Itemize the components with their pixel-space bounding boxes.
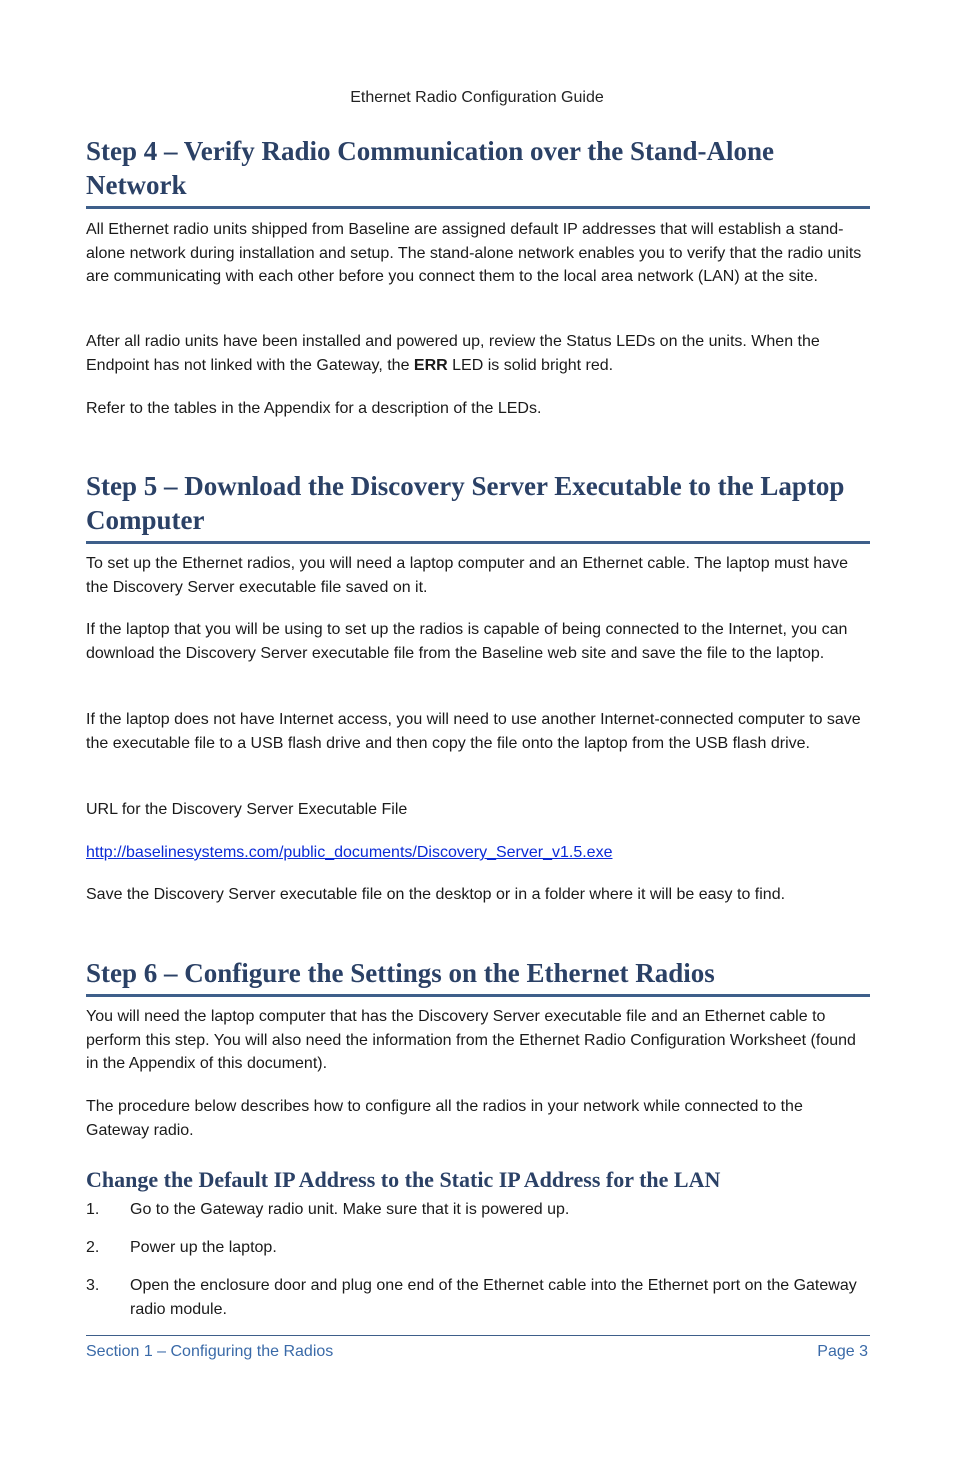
step4-heading: Step 4 – Verify Radio Communication over the Stand-Alone Network: [86, 134, 870, 209]
static-ip-subheading: Change the Default IP Address to the Static IP Address for the LAN: [86, 1167, 721, 1192]
list-item-number: 2.: [86, 1239, 100, 1256]
step4-p2-text-before: After all radio units have been installed and powered up, review the Status LEDs on the units. When the Endpoint has not linked with the Gateway, the: [86, 333, 820, 374]
footer-divider: [86, 1335, 870, 1336]
step5-paragraph-3: If the laptop does not have Internet access, you will need to use another Internet-connected computer to save the executable file to a USB flash drive and then copy the file onto the laptop from the USB flash drive.: [86, 711, 861, 752]
list-item-text: Go to the Gateway radio unit. Make sure that it is powered up.: [130, 1201, 570, 1218]
step6-p1-block: [86, 1005, 870, 1076]
step4-heading-block: [86, 134, 870, 209]
running-header: Ethernet Radio Configuration Guide: [350, 89, 604, 106]
step4-p2-block: [86, 330, 870, 377]
step6-heading-block: [86, 956, 870, 997]
step6-subheading-block: [86, 1166, 870, 1194]
step5-url-block: [86, 841, 870, 865]
step4-p1-block: [86, 218, 870, 289]
discovery-server-download-link[interactable]: http://baselinesystems.com/public_documents/Discovery_Server_v1.5.exe: [86, 844, 613, 861]
footer-section-title: Section 1 – Configuring the Radios: [86, 1343, 334, 1360]
step5-p2-block: [86, 618, 870, 665]
list-item-text: Power up the laptop.: [130, 1239, 277, 1256]
list-item-text: Open the enclosure door and plug one end of the Ethernet cable into the Ethernet port on the Gateway radio module.: [130, 1277, 857, 1318]
step4-p2-text-after: LED is solid bright red.: [447, 356, 614, 374]
footer-page-number: Page 3: [817, 1343, 868, 1360]
url-label: URL for the Discovery Server Executable File: [86, 801, 408, 818]
step6-paragraph-1: You will need the laptop computer that has the Discovery Server executable file and an Ethernet cable to perform this step. You will also need the information from the Ethernet Radio Configuration Worksheet (found in the Appendix of this document).: [86, 1008, 856, 1072]
step5-paragraph-4: Save the Discovery Server executable file on the desktop or in a folder where it will be easy to find.: [86, 886, 786, 903]
step5-paragraph-1: To set up the Ethernet radios, you will need a laptop computer and an Ethernet cable. The laptop must have the Discovery Server executable file saved on it.: [86, 555, 848, 596]
step5-url-label-block: [86, 798, 870, 822]
step6-p2-block: [86, 1095, 870, 1142]
step4-p3-block: [86, 397, 870, 421]
step4-paragraph-1: All Ethernet radio units shipped from Baseline are assigned default IP addresses that will establish a stand-alone network during installation and setup. The stand-alone network enables you to verify that the radio units are communicating with each other before you connect them to the local area network (LAN) at the site.: [86, 221, 862, 285]
step5-paragraph-2: If the laptop that you will be using to set up the radios is capable of being connected to the Internet, you can download the Discovery Server executable file from the Baseline web site and save the file to the laptop.: [86, 621, 848, 662]
step5-p1-block: [86, 552, 870, 599]
step4-paragraph-2: [86, 330, 870, 377]
step5-heading: Step 5 – Download the Discovery Server Executable to the Laptop Computer: [86, 469, 870, 544]
list-item-number: 1.: [86, 1201, 100, 1218]
step5-p4-block: [86, 883, 870, 907]
step6-paragraph-2: The procedure below describes how to configure all the radios in your network while connected to the Gateway radio.: [86, 1098, 803, 1139]
step5-heading-block: [86, 469, 870, 544]
list-item-number: 3.: [86, 1277, 100, 1294]
step5-p3-block: [86, 708, 870, 755]
err-led-label: ERR: [413, 356, 448, 374]
step6-heading: Step 6 – Configure the Settings on the Ethernet Radios: [86, 956, 870, 997]
step4-paragraph-3: Refer to the tables in the Appendix for a description of the LEDs.: [86, 400, 542, 417]
